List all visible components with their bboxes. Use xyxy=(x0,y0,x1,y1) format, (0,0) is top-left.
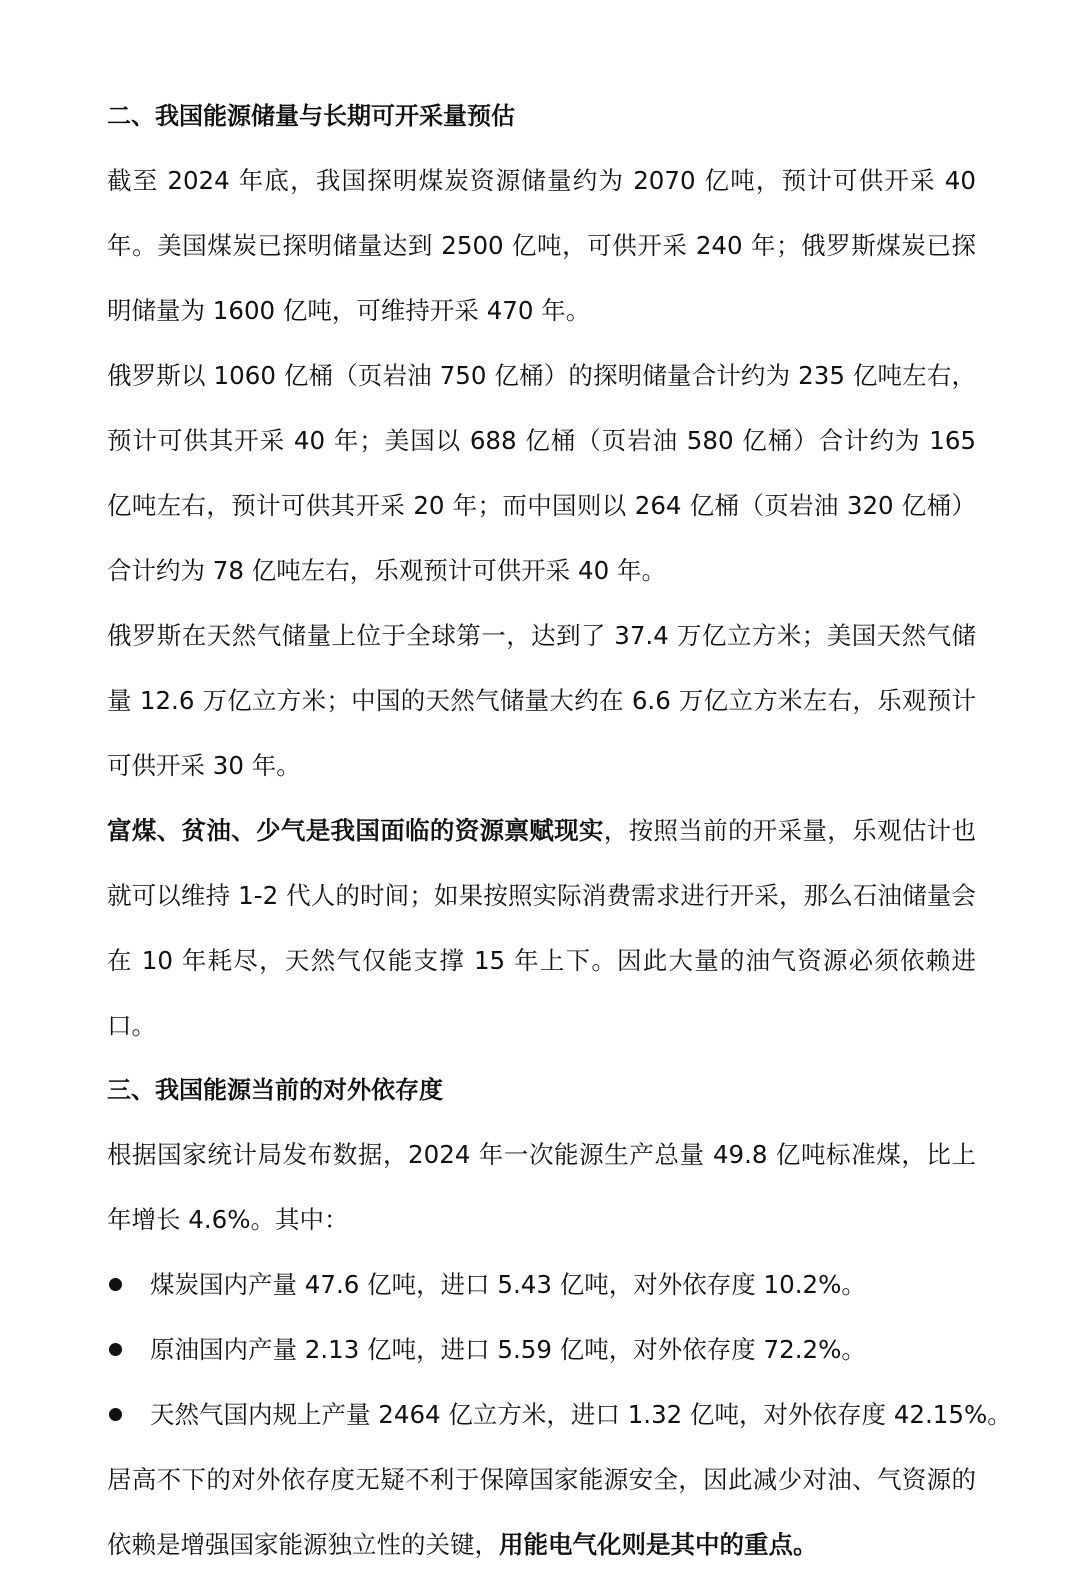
resource-endowment-text: ，按照当前的开采量，乐观估计也就可以维持 1-2 代人的时间；如果按照实际消费需求进行开采，那么石油储量会在 10 年耗尽，天然气仅能支撑 15 年上下。因此大量的油气资源必须依赖进口。 xyxy=(107,816,976,1040)
crude-oil-dependency-text: 原油国内产量 2.13 亿吨，进口 5.59 亿吨，对外依存度 72.2%。 xyxy=(150,1335,866,1364)
natural-gas-dependency-text: 天然气国内规上产量 2464 亿立方米，进口 1.32 亿吨，对外依存度 42.15%。 xyxy=(150,1400,1012,1429)
list-item xyxy=(107,1252,976,1317)
dependency-list xyxy=(107,1252,1012,1447)
energy-security-text: 居高不下的对外依存度无疑不利于保障国家能源安全，因此减少对油、气资源的依赖是增强国家能源独立性的关键， xyxy=(107,1465,976,1559)
energy-production-paragraph: 根据国家统计局发布数据，2024 年一次能源生产总量 49.8 亿吨标准煤，比上年增长 4.6%。其中： xyxy=(107,1140,976,1234)
list-item xyxy=(107,1317,976,1382)
coal-reserves-paragraph: 截至 2024 年底，我国探明煤炭资源储量约为 2070 亿吨，预计可供开采 40 年。美国煤炭已探明储量达到 2500 亿吨，可供开采 240 年；俄罗斯煤炭已探明储量为 1600 亿吨，可维持开采 470 年。 xyxy=(107,166,976,325)
section-3-heading: 三、我国能源当前的对外依存度 xyxy=(107,1076,443,1104)
coal-dependency-text: 煤炭国内产量 47.6 亿吨，进口 5.43 亿吨，对外依存度 10.2%。 xyxy=(150,1270,866,1299)
list-item xyxy=(107,1382,1012,1447)
section-2-heading: 二、我国能源储量与长期可开采量预估 xyxy=(107,102,515,130)
resource-endowment-paragraph xyxy=(107,798,976,1058)
bullet-dot-icon xyxy=(109,1278,122,1291)
bullet-dot-icon xyxy=(109,1408,122,1421)
energy-security-paragraph xyxy=(107,1447,976,1577)
bullet-dot-icon xyxy=(109,1343,122,1356)
oil-reserves-paragraph: 俄罗斯以 1060 亿桶（页岩油 750 亿桶）的探明储量合计约为 235 亿吨左右，预计可供其开采 40 年；美国以 688 亿桶（页岩油 580 亿桶）合计约为 165 亿吨左右，预计可供其开采 20 年；而中国则以 264 亿桶（页岩油 320 亿桶）合计约为 78 亿吨左右，乐观预计可供开采 40 年。 xyxy=(107,361,976,585)
gas-reserves-paragraph: 俄罗斯在天然气储量上位于全球第一，达到了 37.4 万亿立方米；美国天然气储量 12.6 万亿立方米；中国的天然气储量大约在 6.6 万亿立方米左右，乐观预计可供开采 30 年。 xyxy=(107,621,976,780)
resource-endowment-emphasis: 富煤、贫油、少气是我国面临的资源禀赋现实 xyxy=(107,816,604,845)
electrification-emphasis: 用能电气化则是其中的重点。 xyxy=(499,1530,818,1559)
